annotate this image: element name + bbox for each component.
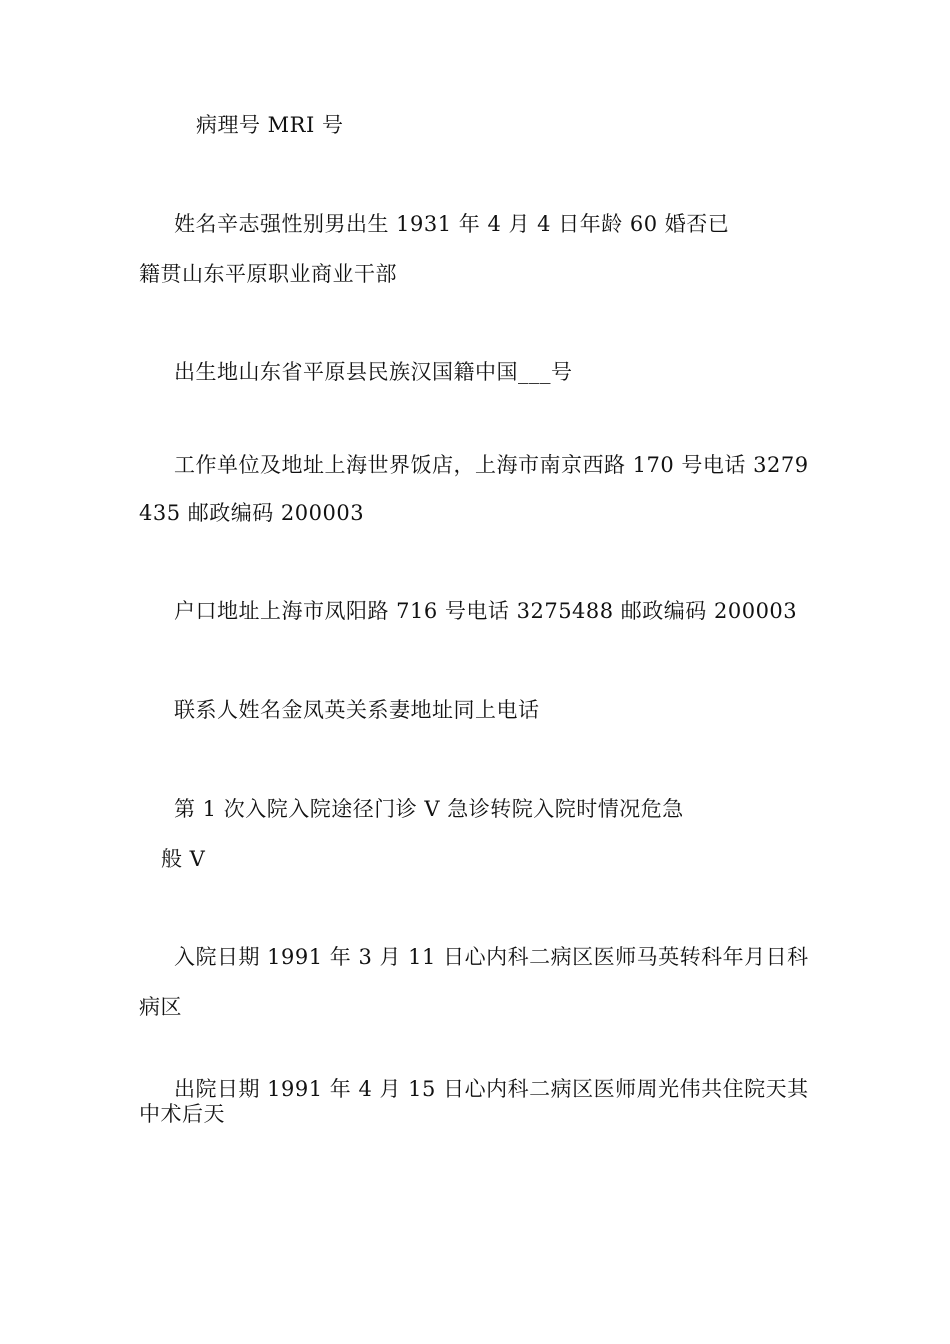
discharge-date-line: 出院日期 1991 年 4 月 15 日心内科二病区医师周光伟共住院天其 xyxy=(174,1077,809,1101)
birthplace-nationality-line: 出生地山东省平原县民族汉国籍中国___号 xyxy=(174,360,573,384)
patient-basic-info-line: 姓名辛志强性别男出生 1931 年 4 月 4 日年龄 60 婚否已 xyxy=(174,212,730,236)
postoperative-days-line: 中术后天 xyxy=(139,1102,225,1126)
admission-date-line: 入院日期 1991 年 3 月 11 日心内科二病区医师马英转科年月日科 xyxy=(174,945,809,969)
contact-person-line: 联系人姓名金凤英关系妻地址同上电话 xyxy=(174,698,540,722)
pathology-mri-number-line: 病理号 MRI 号 xyxy=(196,113,344,137)
work-unit-address-line: 工作单位及地址上海世界饭店，上海市南京西路 170 号电话 3279 xyxy=(174,453,809,477)
admission-condition-line: 般 V xyxy=(161,847,206,871)
ward-line: 病区 xyxy=(139,995,182,1019)
work-postcode-line: 435 邮政编码 200003 xyxy=(139,501,365,525)
admission-route-line: 第 1 次入院入院途径门诊 V 急诊转院入院时情况危急 xyxy=(174,797,684,821)
native-place-occupation-line: 籍贯山东平原职业商业干部 xyxy=(139,262,397,286)
household-address-line: 户口地址上海市凤阳路 716 号电话 3275488 邮政编码 200003 xyxy=(174,599,798,623)
